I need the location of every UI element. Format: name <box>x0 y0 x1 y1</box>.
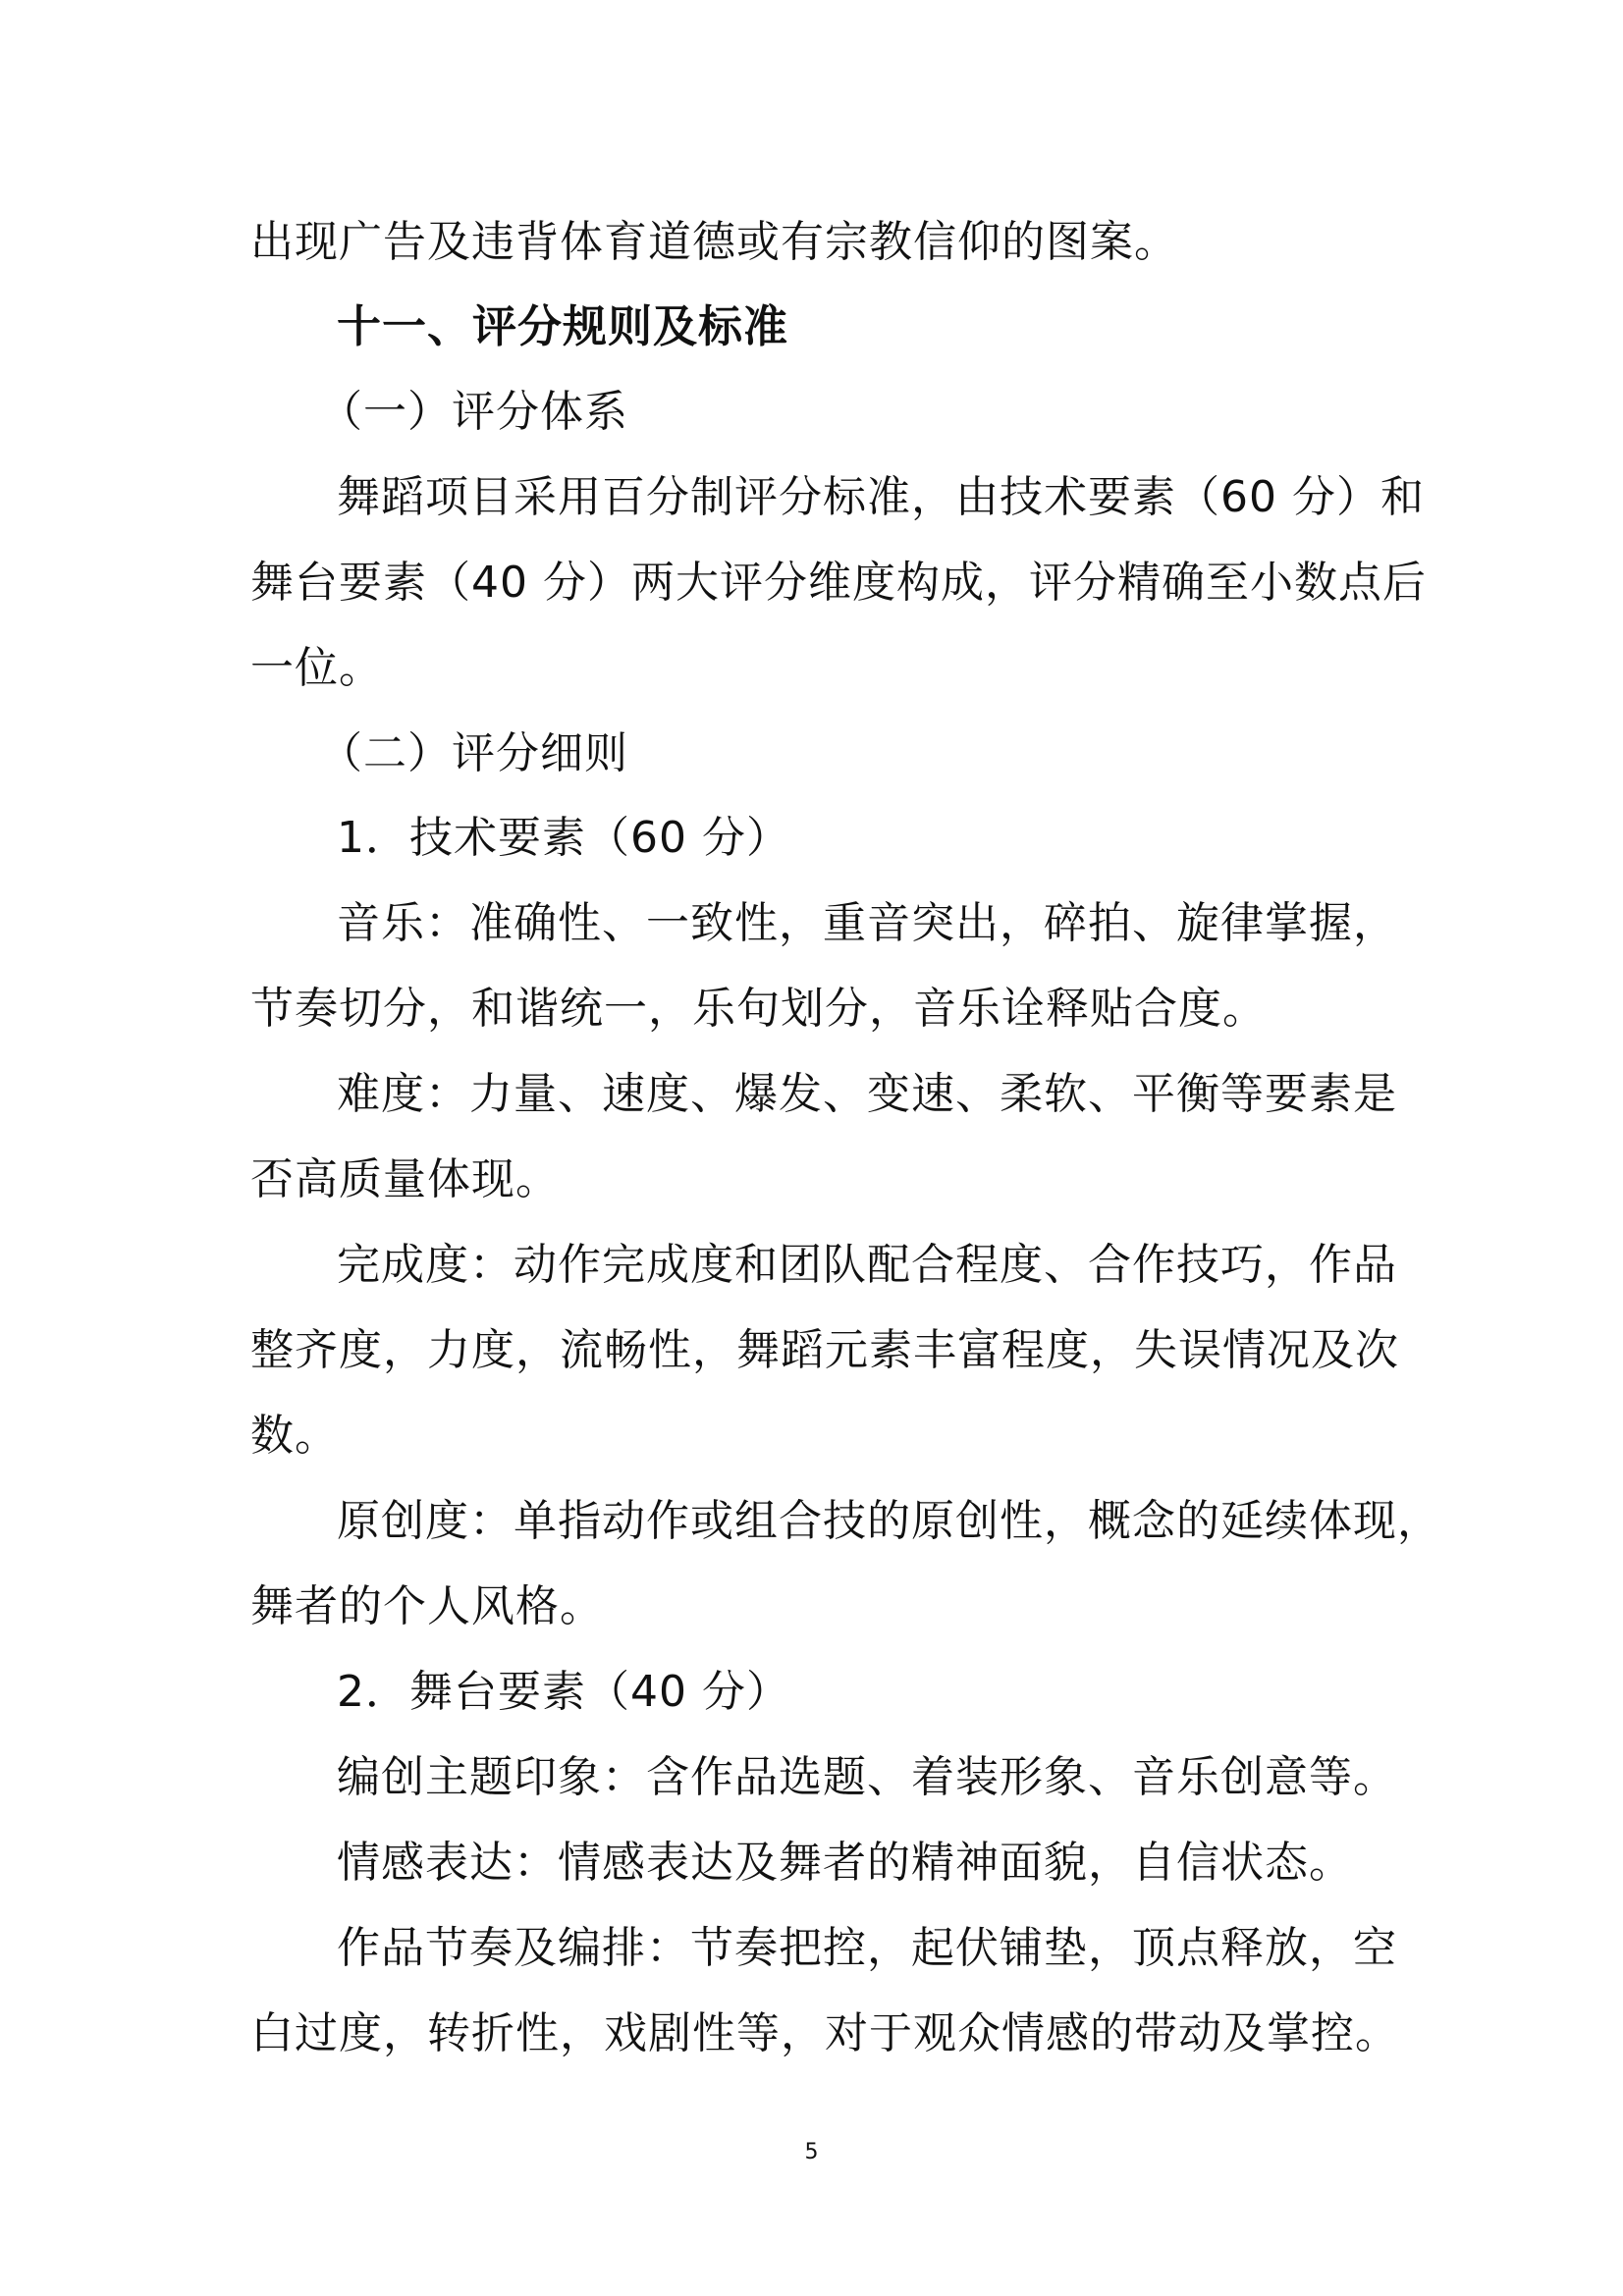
paragraph-line: 作品节奏及编排：节奏把控，起伏铺垫，顶点释放，空 <box>337 1923 1397 1973</box>
paragraph-line: 节奏切分，和谐统一，乐句划分，音乐诠释贴合度。 <box>250 984 1267 1034</box>
paragraph-line: 出现广告及违背体育道德或有宗教信仰的图案。 <box>250 217 1178 267</box>
paragraph-line: 情感表达：情感表达及舞者的精神面貌，自信状态。 <box>337 1838 1353 1888</box>
paragraph-line: 舞蹈项目采用百分制评分标准，由技术要素（60 分）和 <box>337 472 1425 522</box>
subsection-heading: （二）评分细则 <box>319 728 628 778</box>
paragraph-line: 难度：力量、速度、爆发、变速、柔软、平衡等要素是 <box>337 1069 1397 1119</box>
paragraph-line: 整齐度，力度，流畅性，舞蹈元素丰富程度，失误情况及次 <box>250 1325 1399 1375</box>
page-number: 5 <box>804 2140 819 2164</box>
paragraph-line: 数。 <box>250 1411 339 1461</box>
paragraph-line: 舞台要素（40 分）两大评分维度构成，评分精确至小数点后 <box>250 558 1427 608</box>
paragraph-line: 完成度：动作完成度和团队配合程度、合作技巧，作品 <box>337 1240 1397 1290</box>
paragraph-line: 音乐：准确性、一致性，重音突出，碎拍、旋律掌握， <box>337 898 1397 948</box>
section-heading: 十一、评分规则及标准 <box>337 300 789 352</box>
paragraph-line: 编创主题印象：含作品选题、着装形象、音乐创意等。 <box>337 1752 1397 1802</box>
paragraph-line: 舞者的个人风格。 <box>250 1581 604 1631</box>
paragraph-line: 原创度：单指动作或组合技的原创性，概念的延续体现， <box>337 1496 1441 1546</box>
paragraph-line: 白过度，转折性，戏剧性等，对于观众情感的带动及掌控。 <box>250 2008 1399 2058</box>
numbered-heading: 2．舞台要素（40 分） <box>337 1667 790 1717</box>
paragraph-line: 一位。 <box>250 643 383 693</box>
numbered-heading: 1．技术要素（60 分） <box>337 813 790 863</box>
paragraph-line: 否高质量体现。 <box>250 1154 560 1204</box>
subsection-heading: （一）评分体系 <box>319 387 628 437</box>
